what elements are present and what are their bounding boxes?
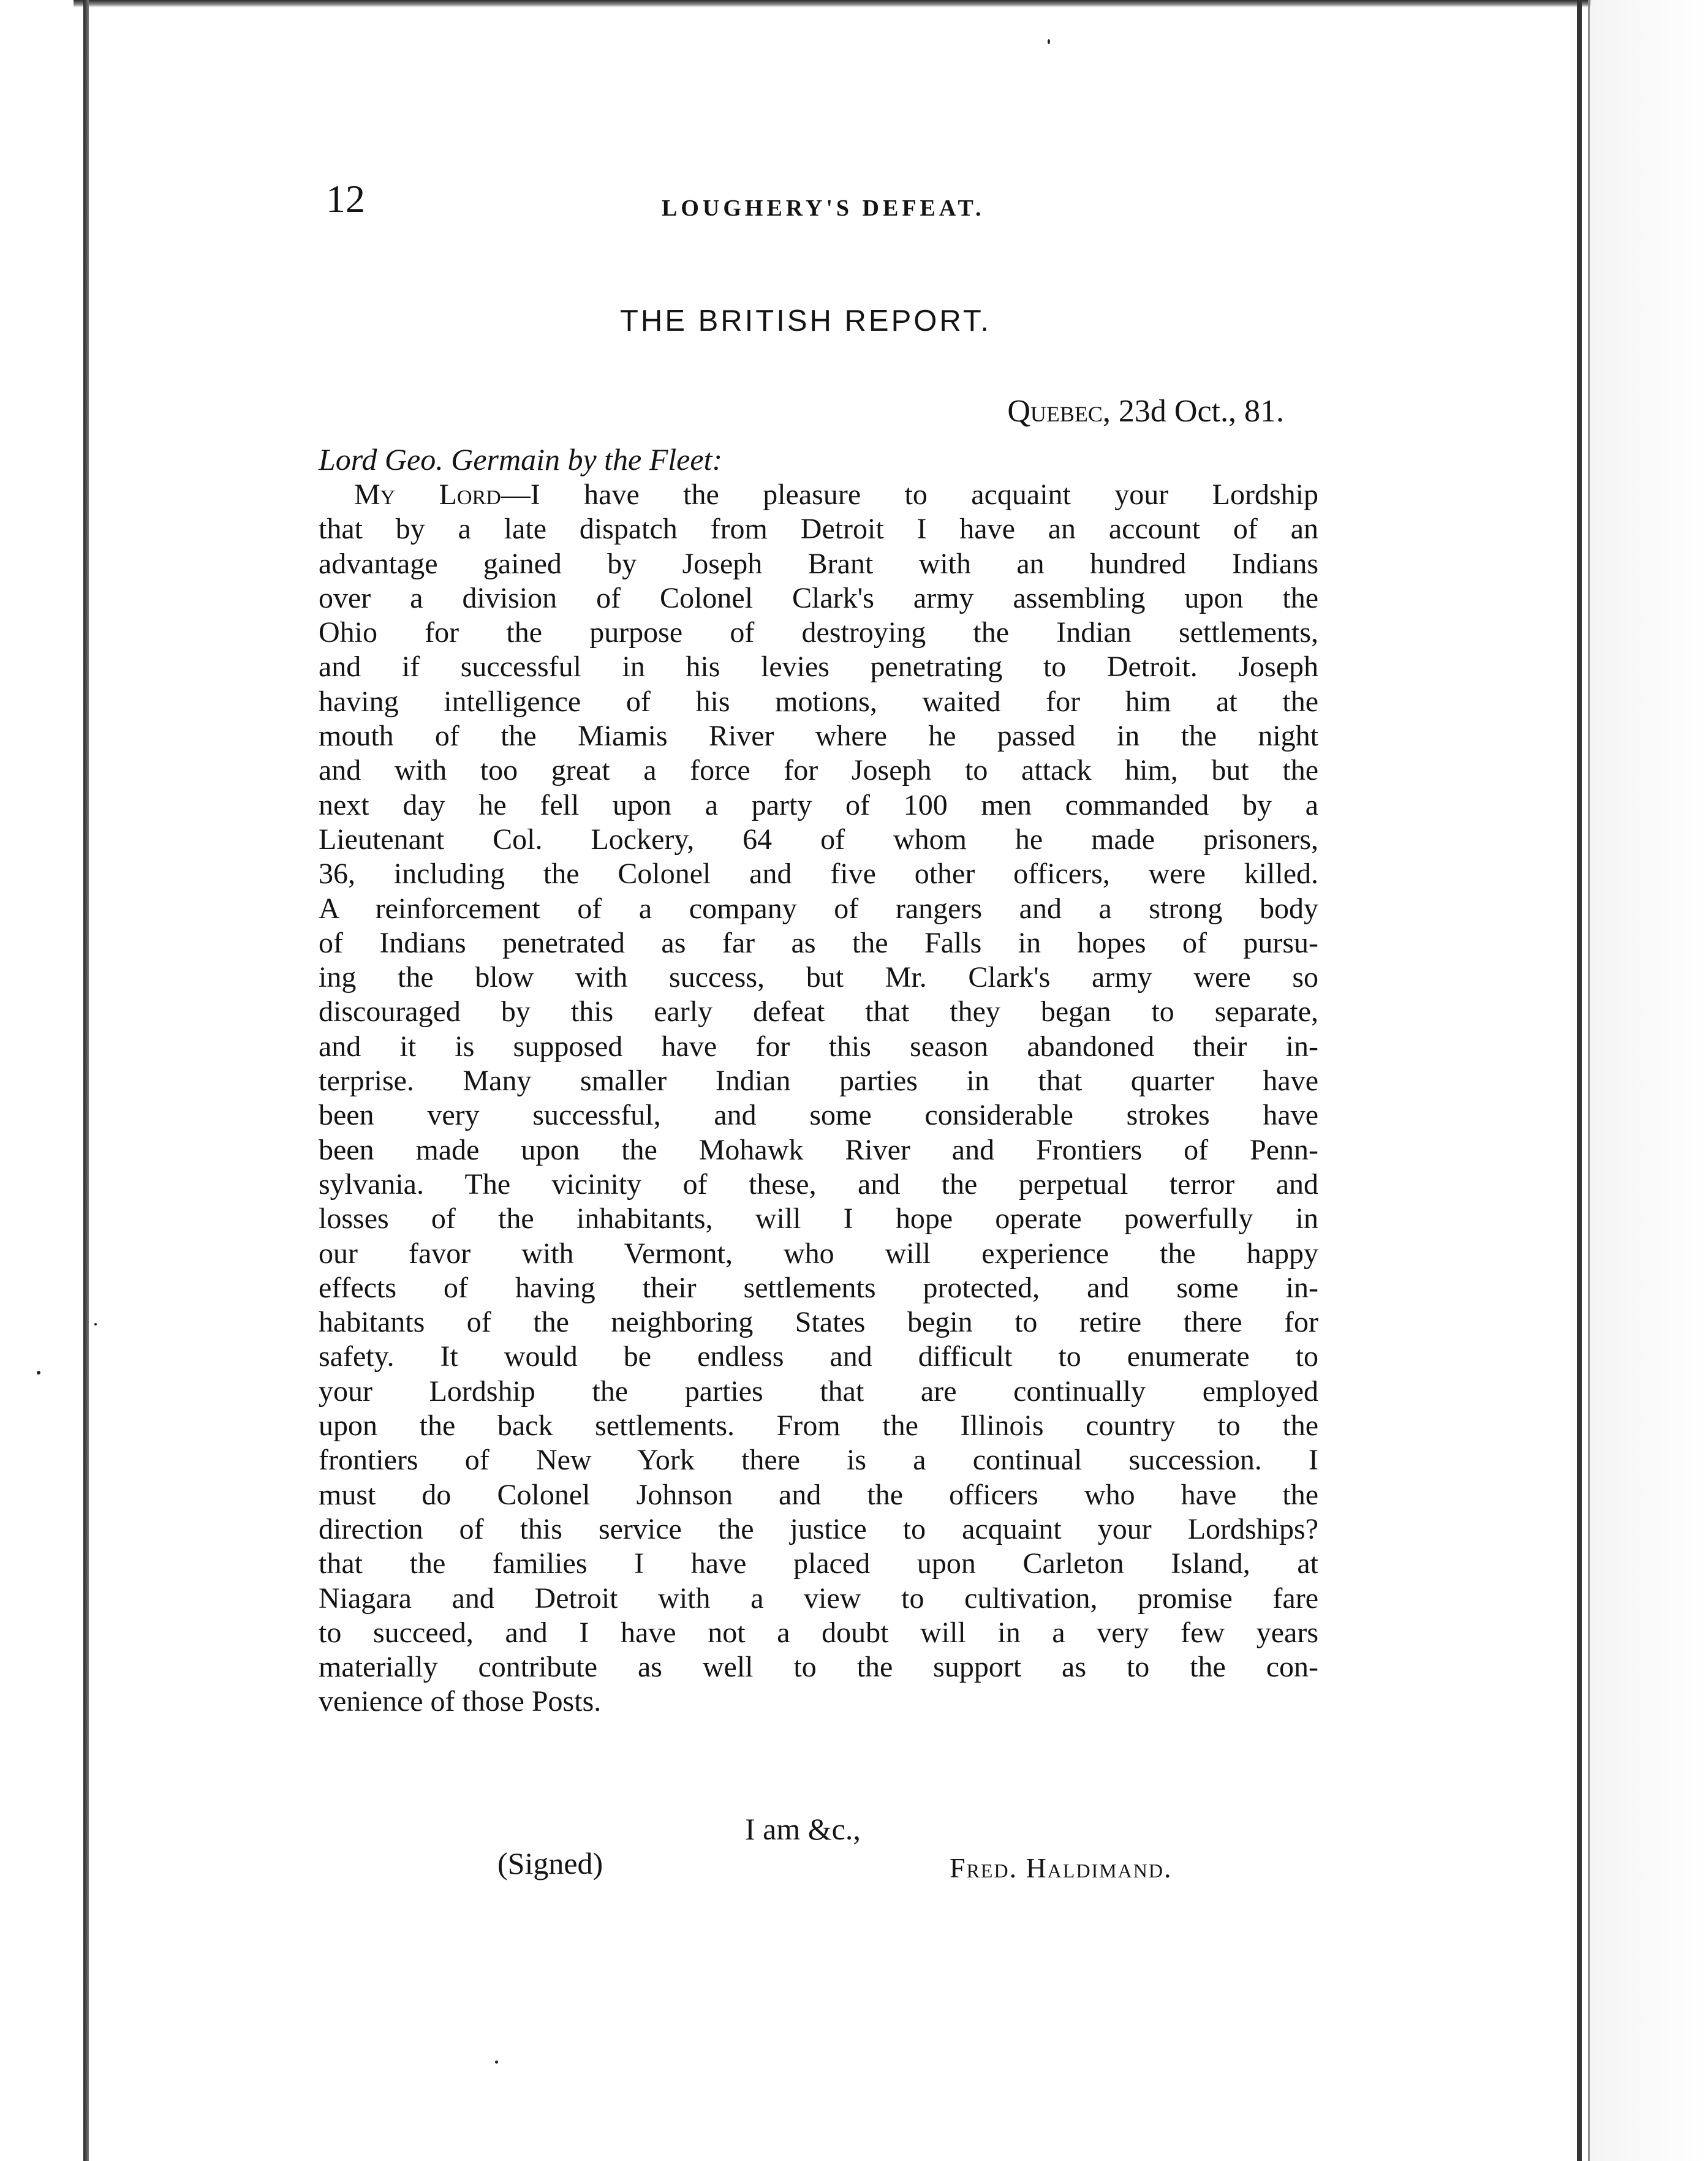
section-title: THE BRITISH REPORT. <box>620 304 992 338</box>
letter-line: losses of the inhabitants, will I hope operate powerfully in <box>319 1202 1318 1235</box>
letter-line: must do Colonel Johnson and the officers who have the <box>319 1478 1318 1511</box>
letter-line: 36, including the Colonel and five other officers, were killed. <box>319 858 1318 891</box>
letter-opening: My Lord <box>354 478 501 511</box>
letter-line: discouraged by this early defeat that they began to separate, <box>319 995 1318 1028</box>
scan-gutter-edge <box>1577 0 1582 2161</box>
dateline-date: 23d Oct., 81. <box>1118 394 1284 429</box>
signature-name: Fred. Haldimand. <box>950 1852 1173 1884</box>
letter-line: of Indians penetrated as far as the Falls in hopes of pursu- <box>319 926 1318 959</box>
letter-line: and if successful in his levies penetrating to Detroit. Joseph <box>319 651 1318 684</box>
scan-speck <box>1048 39 1050 44</box>
letter-line: and it is supposed have for this season abandoned their in- <box>319 1030 1318 1063</box>
letter-line: sylvania. The vicinity of these, and the perpetual terror and <box>319 1167 1318 1201</box>
letter-line: safety. It would be endless and difficult to enumerate to <box>319 1340 1318 1373</box>
scan-left-edge-shadow <box>83 0 89 2161</box>
running-head: LOUGHERY'S DEFEAT. <box>662 195 985 221</box>
letter-line: effects of having their settlements protected, and some in- <box>319 1271 1318 1304</box>
letter-line: to succeed, and I have not a doubt will in a very few years <box>319 1616 1318 1649</box>
letter-line: been made upon the Mohawk River and Frontiers of Penn- <box>319 1133 1318 1166</box>
letter-line: your Lordship the parties that are continually employed <box>319 1375 1318 1408</box>
letter-line: Ohio for the purpose of destroying the Indian settlements, <box>319 616 1318 649</box>
letter-line: ing the blow with success, but Mr. Clark's army were so <box>319 961 1318 994</box>
letter-line: mouth of the Miamis River where he passed in the night <box>319 720 1318 753</box>
letter-line: having intelligence of his motions, waited for him at the <box>319 685 1318 718</box>
letter-line: frontiers of New York there is a continual succession. I <box>319 1444 1318 1477</box>
letter-line: our favor with Vermont, who will experience the happy <box>319 1237 1318 1270</box>
letter-line: advantage gained by Joseph Brant with an hundred Indians <box>319 547 1318 580</box>
dateline-place: Quebec, <box>1007 394 1111 429</box>
letter-line: that by a late dispatch from Detroit I have an account of an <box>319 513 1318 546</box>
letter-line: My Lord—I have the pleasure to acquaint your Lordship <box>354 478 1318 511</box>
scan-speck <box>37 1371 40 1375</box>
dateline <box>935 392 1284 431</box>
page-number: 12 <box>326 177 365 221</box>
letter-line: been very successful, and some considerable strokes have <box>319 1099 1318 1132</box>
letter-line: Niagara and Detroit with a view to cultivation, promise fare <box>319 1582 1318 1615</box>
scan-speck <box>94 1323 97 1326</box>
scan-gutter-edge-secondary <box>1588 0 1590 2161</box>
letter-line: that the families I have placed upon Carleton Island, at <box>319 1547 1318 1580</box>
salutation: Lord Geo. Germain by the Fleet: <box>319 442 723 477</box>
facing-page-strip <box>1590 0 1708 2161</box>
letter-line: Lieutenant Col. Lockery, 64 of whom he made prisoners, <box>319 823 1318 856</box>
letter-line: and with too great a force for Joseph to attack him, but the <box>319 754 1318 787</box>
letter-closing: I am &c., <box>745 1812 861 1846</box>
scan-top-edge-shadow <box>74 0 1679 7</box>
signed-label: (Signed) <box>497 1846 603 1880</box>
letter-line: A reinforcement of a company of rangers and a strong body <box>319 892 1318 925</box>
letter-line: habitants of the neighboring States begin to retire there for <box>319 1306 1318 1339</box>
letter-line: next day he fell upon a party of 100 men commanded by a <box>319 788 1318 821</box>
letter-body <box>319 478 1318 1719</box>
letter-line: materially contribute as well to the support as to the con- <box>319 1651 1318 1684</box>
letter-line: over a division of Colonel Clark's army assembling upon the <box>319 581 1318 614</box>
letter-line: venience of those Posts. <box>319 1685 602 1718</box>
scan-speck <box>495 2061 498 2064</box>
letter-line: direction of this service the justice to acquaint your Lordships? <box>319 1512 1318 1545</box>
letter-line: upon the back settlements. From the Illinois country to the <box>319 1409 1318 1443</box>
letter-line: terprise. Many smaller Indian parties in that quarter have <box>319 1065 1318 1098</box>
